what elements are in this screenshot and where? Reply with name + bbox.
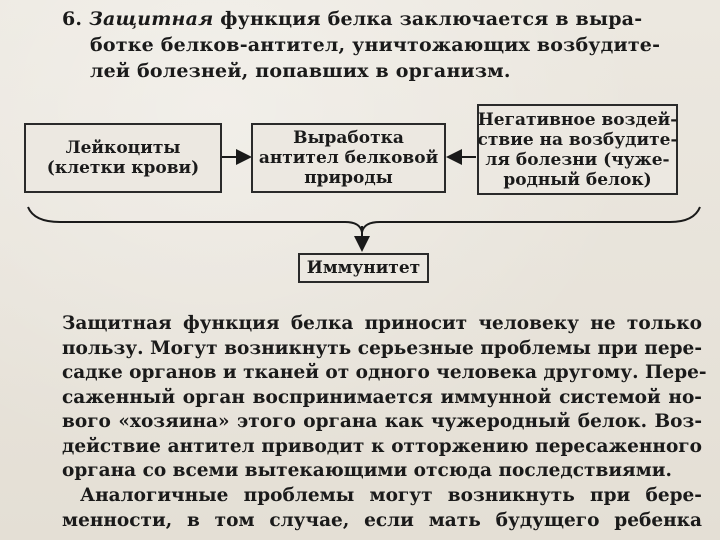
paragraph-2-line-2: менности, в том случае, если мать будущего ребенка — [62, 509, 702, 531]
paragraph-1-line-5: вого «хозяина» этого органа как чужеродный белок. Воз- — [62, 411, 702, 432]
paragraph-2-line-1: Аналогичные проблемы могут возникнуть при бере- — [80, 485, 702, 506]
paragraph-1-line-2: пользу. Могут возникнуть серьезные проблемы при пере- — [62, 337, 702, 359]
brace-line — [28, 207, 700, 232]
box-leukocytes — [24, 123, 222, 193]
section-number: 6. — [62, 8, 83, 30]
box-negative-line-2: ствие на возбудите- — [477, 129, 678, 150]
box-immunity-label: Иммунитет — [306, 258, 421, 278]
paragraph-1-line-7: органа со всеми вытекающими отсюда последствиями. — [62, 460, 672, 481]
box-immunity — [298, 253, 429, 283]
box-antibodies-line-3: природы — [304, 168, 393, 188]
paragraph-1 — [62, 312, 707, 484]
paragraph-2 — [62, 484, 702, 533]
box-antibodies-line-2: антител белковой — [258, 148, 439, 168]
header-line-1-rest: функция белка заключается в выра- — [220, 8, 643, 30]
box-negative-line-3: ля болезни (чуже- — [485, 149, 670, 170]
header-line-3: лей болезней, попавших в организм. — [90, 60, 511, 82]
box-leukocytes-line-2: (клетки крови) — [46, 158, 200, 178]
header-line-2: ботке белков-антител, уничтожающих возбудите- — [90, 34, 661, 56]
section-term: Защитная — [89, 8, 214, 30]
box-antibodies — [251, 123, 446, 193]
box-negative-effect — [477, 104, 678, 195]
paragraph-1-line-4: саженный орган воспринимается иммунной системой но- — [62, 386, 702, 408]
box-leukocytes-line-1: Лейкоциты — [65, 138, 181, 158]
paragraph-1-line-1: Защитная функция белка приносит человеку не только — [62, 313, 702, 334]
box-antibodies-line-1: Выработка — [293, 128, 404, 148]
paragraph-1-line-3: садке органов и тканей от одного человека другому. Пере- — [62, 362, 707, 383]
box-negative-line-4: родный белок) — [503, 169, 652, 190]
box-negative-line-1: Негативное воздей- — [477, 109, 678, 130]
paragraph-1-line-6: действие антител приводит к отторжению пересаженного — [62, 435, 702, 457]
